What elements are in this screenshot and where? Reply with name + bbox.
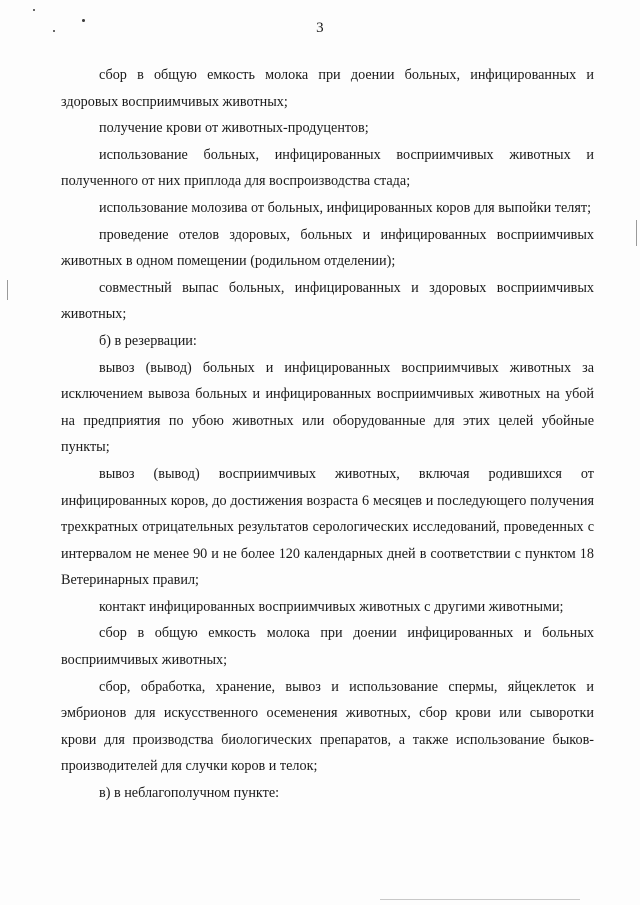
paragraph: вывоз (вывод) больных и инфицированных восприимчивых животных за исключением вывоза больных и инфицированных восприимчивых животных на убой на предприятия по убою животных или оборудованные для этих целей убойные пункты; — [61, 359, 594, 456]
paragraph: проведение отелов здоровых, больных и инфицированных восприимчивых животных в одном помещении (родильном отделении); — [61, 226, 594, 270]
paragraph: использование молозива от больных, инфицированных коров для выпойки телят; — [99, 199, 592, 216]
scan-edge-mark — [636, 220, 637, 246]
subsection-heading: в) в неблагополучном пункте: — [99, 785, 280, 802]
subsection-heading: б) в резервации: — [99, 332, 197, 349]
paragraph: вывоз (вывод) восприимчивых животных, включая родившихся от инфицированных коров, до достижения возраста 6 месяцев и последующего получения трехкратных отрицательных результатов серологических исследований, проведенных с интервалом не менее 90 и не более 120 календарных дней в соответствии с пунктом 18 Ветеринарных правил; — [61, 465, 594, 589]
scan-speck — [33, 9, 35, 11]
paragraph: получение крови от животных-продуцентов; — [99, 120, 369, 137]
scan-edge-mark — [380, 899, 580, 900]
paragraph: сбор в общую емкость молока при доении инфицированных и больных восприимчивых животных; — [61, 625, 594, 669]
paragraph: сбор в общую емкость молока при доении больных, инфицированных и здоровых восприимчивых животных; — [61, 67, 594, 110]
paragraph: использование больных, инфицированных восприимчивых животных и полученного от них приплода для воспроизводства стада; — [61, 146, 594, 190]
page-number: 3 — [316, 20, 324, 36]
body-text — [61, 62, 594, 807]
scan-edge-mark — [7, 280, 8, 300]
paragraph: совместный выпас больных, инфицированных и здоровых восприимчивых животных; — [61, 279, 594, 323]
paragraph: сбор, обработка, хранение, вывоз и использование спермы, яйцеклеток и эмбрионов для искусственного осеменения животных, сбор крови или сыворотки крови для производства биологических препаратов, а также использование быков-производителей для случки коров и телок; — [61, 678, 594, 775]
paragraph: контакт инфицированных восприимчивых животных с другими животными; — [99, 598, 564, 615]
